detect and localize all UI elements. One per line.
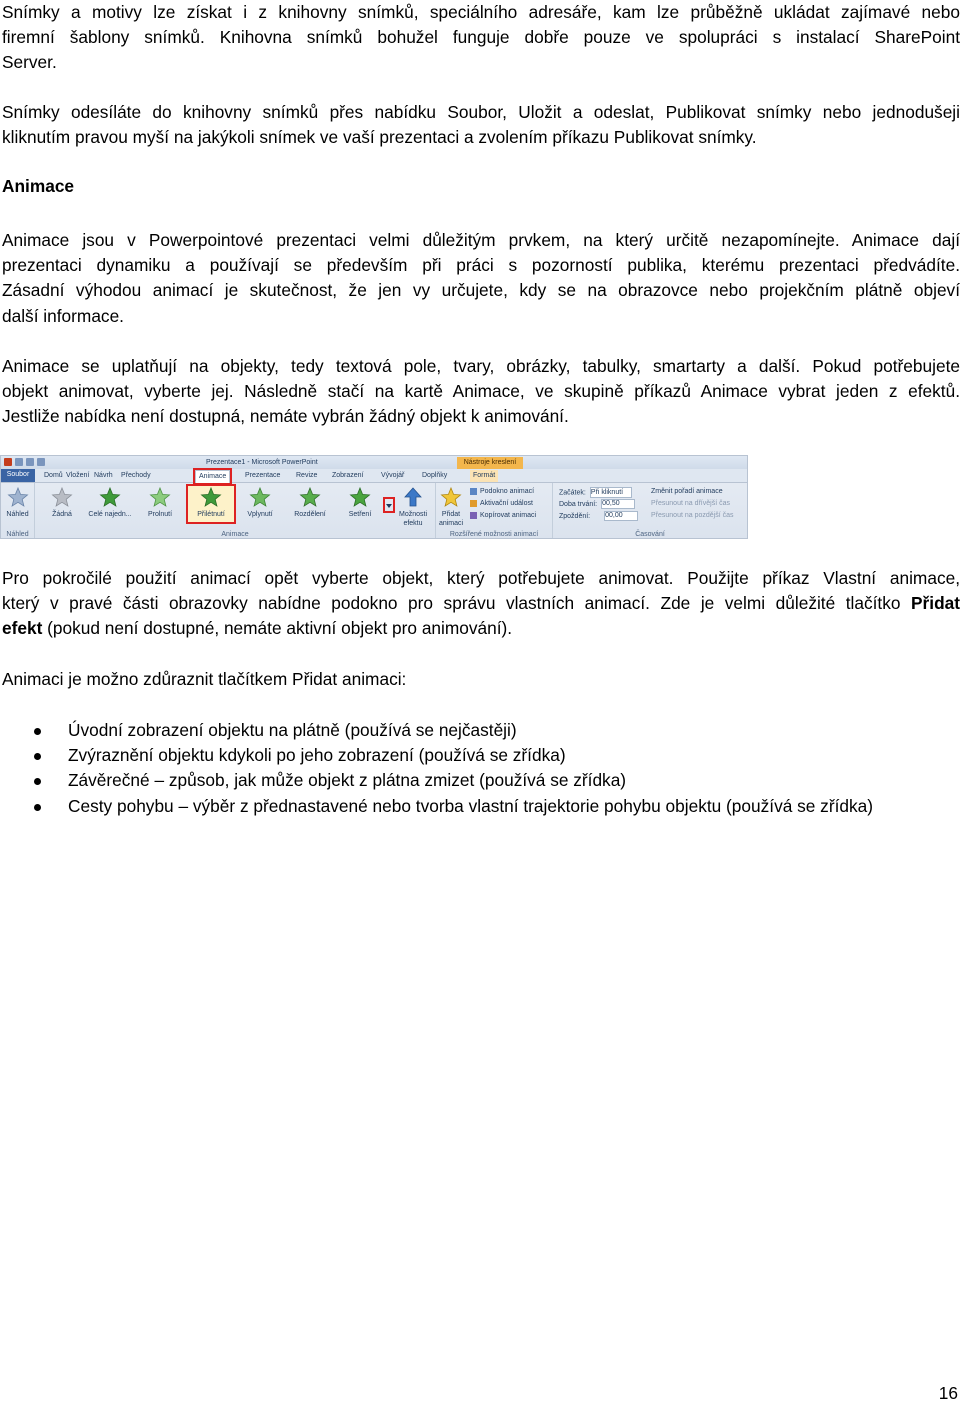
text-line: prezentaci dynamiku a používají se především při práci s pozorností publika, kterému prezentaci předvádíte.: [2, 255, 960, 276]
text-line: [2, 591, 960, 616]
ribbon-title-bar: [1, 456, 747, 469]
bullet-icon: [34, 728, 41, 735]
pane-icon: [470, 488, 477, 495]
ribbon-body: [1, 483, 747, 539]
star-green-icon: [200, 486, 222, 508]
page-number: 16: [938, 1383, 958, 1403]
list-item: [0, 718, 873, 743]
undo-icon[interactable]: [26, 458, 34, 466]
tab-home[interactable]: Domů: [44, 472, 63, 479]
move-later-button[interactable]: Přesunout na pozdější čas: [651, 512, 734, 519]
window-title: Prezentace1 - Microsoft PowerPoint: [206, 459, 318, 466]
reorder-title: Změnit pořadí animace: [651, 488, 723, 495]
list-item: [0, 794, 873, 819]
animation-painter-label: Kopírovat animaci: [480, 512, 537, 519]
tab-file[interactable]: Soubor: [1, 469, 35, 482]
list-item-text: Zvýraznění objektu kdykoli po jeho zobrazení (používá se zřídka): [68, 745, 566, 766]
list-item: [0, 743, 873, 768]
preview-group-label: Náhled: [6, 531, 29, 538]
trigger-button[interactable]: [470, 499, 533, 508]
animation-label: Setření: [348, 511, 372, 518]
star-green-icon: [349, 486, 371, 508]
text-line: Jestliže nabídka není dostupná, nemáte vybrán žádný objekt k animování.: [2, 406, 569, 427]
animation-appear[interactable]: [87, 486, 133, 519]
list-item-text: Závěrečné – způsob, jak může objekt z plátna zmizet (používá se zřídka): [68, 770, 627, 791]
duration-input[interactable]: 00,50: [601, 499, 635, 509]
advanced-group-label: Rozšířené možnosti animací: [449, 531, 539, 538]
add-effect-bold-2: efekt: [2, 618, 43, 639]
text-line: Zásadní výhodou animací je skutečnost, že jen vy určujete, kdy se na obrazovce nebo projekčním plátně objeví: [2, 280, 960, 301]
text-line: Pro pokročilé použití animací opět vyberte objekt, který potřebujete animovat. Použijte příkaz Vlastní animace,: [2, 568, 960, 588]
move-earlier-button[interactable]: Přesunout na dřívější čas: [651, 500, 730, 507]
tab-view[interactable]: Zobrazení: [332, 472, 364, 479]
animation-wipe[interactable]: [337, 486, 383, 519]
animation-float-in[interactable]: [237, 486, 283, 519]
bullet-icon: [34, 753, 41, 760]
add-effect-bold-1: Přidat: [911, 593, 960, 614]
bullet-icon: [34, 778, 41, 785]
trigger-label: Aktivační událost: [480, 500, 533, 507]
animation-label: Žádná: [52, 511, 72, 518]
animation-pane-label: Podokno animací: [480, 488, 535, 495]
advanced-animation-group: [436, 483, 553, 539]
start-label: Začátek:: [559, 489, 586, 497]
effect-options-label: Možnosti efektu: [398, 511, 427, 527]
duration-label: Doba trvání:: [559, 500, 598, 508]
animation-types-list: [0, 718, 873, 819]
tab-format[interactable]: Formát: [470, 470, 498, 482]
star-green-icon: [249, 486, 271, 508]
star-gray-icon: [51, 486, 73, 508]
animation-none[interactable]: [39, 486, 85, 519]
tab-animations[interactable]: Animace: [195, 470, 230, 483]
ribbon-screenshot: [0, 455, 748, 539]
delay-row: [559, 511, 638, 521]
text-segment: který v pravé části obrazovky nabídne podokno pro správu vlastních animací. Zde je velmi důležité tlačítko: [2, 593, 901, 614]
add-animation-button[interactable]: [436, 486, 466, 528]
timing-group-label: Časování: [635, 531, 665, 538]
list-item-text: Úvodní zobrazení objektu na plátně (používá se nejčastěji): [68, 720, 517, 740]
animation-label: Celé najedn...: [88, 511, 132, 518]
text-segment: (pokud není dostupné, nemáte aktivní objekt pro animování).: [47, 618, 513, 639]
tab-insert[interactable]: Vložení: [66, 472, 90, 479]
brush-icon: [470, 512, 477, 519]
animation-label: Přilétnutí: [197, 511, 225, 518]
preview-button-label: Náhled: [6, 511, 29, 518]
custom-animation-paragraph: [2, 566, 960, 642]
redo-icon[interactable]: [37, 458, 45, 466]
timing-group: [553, 483, 747, 539]
publish-paragraph: [2, 100, 960, 150]
star-green-icon: [299, 486, 321, 508]
add-animation-label: Přidat animaci: [438, 511, 464, 527]
effect-options-button[interactable]: [393, 486, 433, 528]
animation-painter-button[interactable]: [470, 511, 536, 520]
animation-label: Vplynutí: [247, 511, 273, 518]
context-tools-title: Nástroje kreslení: [457, 457, 523, 469]
section-heading: Animace: [2, 176, 75, 196]
text-line: Animace se uplatňují na objekty, tedy textová pole, tvary, obrázky, tabulky, smartarty a další. Pokud potřebujete: [2, 356, 960, 376]
tab-addins[interactable]: Doplňky: [422, 472, 448, 479]
bullet-icon: [34, 804, 41, 811]
star-green-icon: [149, 486, 171, 508]
ribbon-tabs: [1, 469, 747, 483]
tab-slideshow[interactable]: Prezentace: [245, 472, 281, 479]
text-line: Snímky odesíláte do knihovny snímků přes nabídku Soubor, Uložit a odeslat, Publikovat snímky nebo jednodušeji: [2, 102, 960, 122]
powerpoint-logo-icon: [4, 458, 12, 466]
save-icon[interactable]: [15, 458, 23, 466]
preview-group: [1, 483, 35, 539]
emphasis-paragraph: Animaci je možno zdůraznit tlačítkem Přidat animaci:: [2, 669, 407, 689]
text-line: kliknutím pravou myší na jakýkoli snímek ve vaší prezentaci a zvolením příkazu Publikovat snímky.: [2, 127, 757, 148]
list-item: [0, 768, 873, 793]
text-line: Animace jsou v Powerpointové prezentaci velmi důležitým prvkem, na který určitě nezapomínejte. Animace dají: [2, 230, 960, 250]
tab-design[interactable]: Návrh: [94, 472, 113, 479]
animation-pane-button[interactable]: [470, 487, 534, 496]
delay-label: Zpoždění:: [559, 512, 591, 520]
preview-star-icon: [7, 486, 29, 508]
preview-button[interactable]: [1, 486, 34, 519]
start-select[interactable]: Při kliknutí: [590, 487, 632, 498]
apply-animation-paragraph: [2, 354, 960, 430]
animation-intro-paragraph: [2, 228, 960, 329]
animation-label: Rozdělení: [294, 511, 326, 518]
star-add-icon: [440, 486, 462, 508]
tab-review[interactable]: Revize: [296, 472, 318, 479]
animation-group-label: Animace: [221, 531, 249, 538]
quick-access-toolbar: [4, 458, 66, 467]
intro-paragraph: [2, 0, 960, 76]
tab-developer[interactable]: Vývojář: [381, 472, 405, 479]
text-line: další informace.: [2, 305, 124, 326]
animation-fly-in[interactable]: [186, 484, 236, 524]
start-row: [559, 487, 632, 498]
duration-row: [559, 499, 635, 509]
delay-input[interactable]: 00,00: [604, 511, 638, 521]
text-line: Snímky a motivy lze získat i z knihovny snímků, speciálního adresáře, kam lze průběžně ukládat zajímavé nebo: [2, 2, 960, 22]
lightning-icon: [470, 500, 477, 507]
animation-label: Prolnutí: [147, 511, 173, 518]
animation-split[interactable]: [287, 486, 333, 519]
text-line: objekt animovat, vyberte jej. Následně stačí na kartě Animace, ve skupině příkazů Animace vybrat jeden z efektů.: [2, 381, 960, 402]
list-item-text: Cesty pohybu – výběr z přednastavené nebo tvorba vlastní trajektorie pohybu objektu (používá se zřídka): [68, 795, 873, 816]
text-line: Server.: [2, 52, 57, 73]
tab-transitions[interactable]: Přechody: [121, 472, 151, 479]
text-line: [2, 616, 960, 641]
chevron-down-icon: [385, 499, 393, 511]
arrow-up-icon: [402, 486, 424, 508]
animation-fade[interactable]: [137, 486, 183, 519]
text-line: firemní šablony snímků. Knihovna snímků bohužel funguje dobře pouze ve spolupráci s instalací SharePoint: [2, 27, 960, 48]
animation-group: [35, 483, 436, 539]
star-green-icon: [99, 486, 121, 508]
